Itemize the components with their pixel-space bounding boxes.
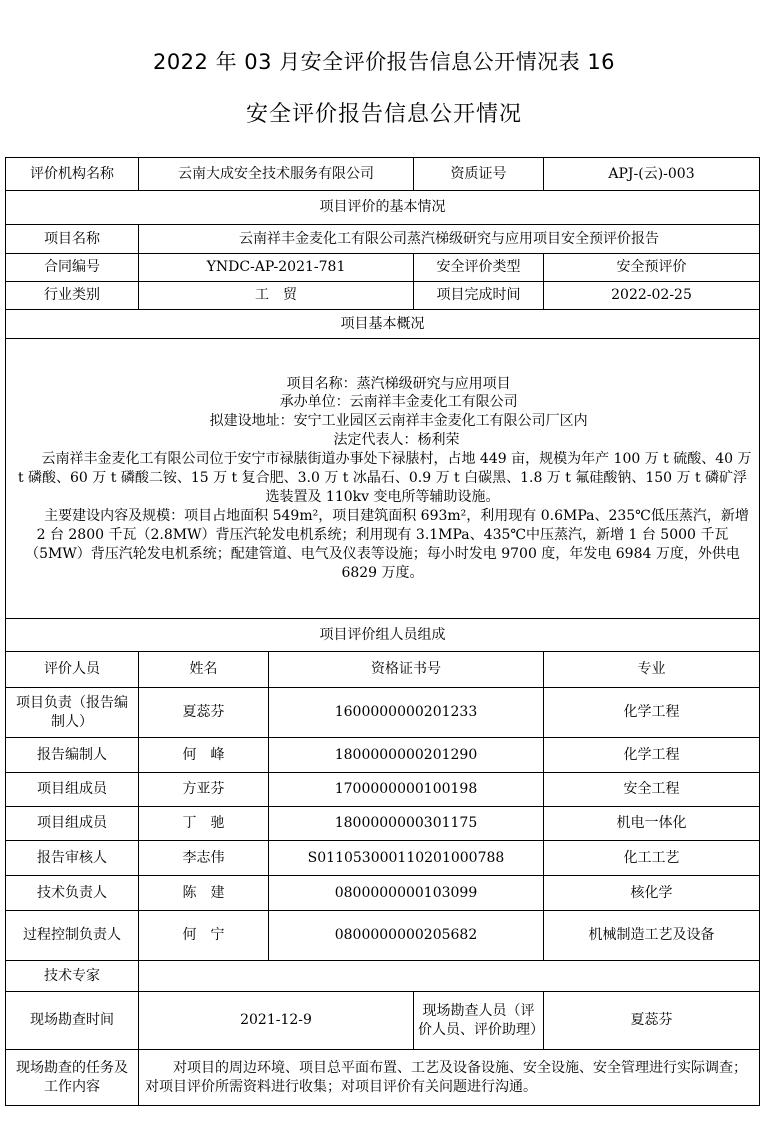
table-row: [6, 738, 760, 773]
qualification-number: APJ-(云)-003: [544, 158, 760, 191]
team-header-major: 专业: [544, 652, 760, 688]
member-cert: S011053000110201000788: [269, 841, 544, 876]
agency-name: 云南大成安全技术服务有限公司: [139, 158, 414, 191]
task-label: 现场勘查的任务及工作内容: [6, 1050, 139, 1106]
overview-company-desc: 云南祥丰金麦化工有限公司位于安宁市禄脿街道办事处下禄脿村，占地 449 亩，规模为年产 100 万 t 硫酸、40 万 t 磷酸、60 万 t 磷酸二铵、15 万 t 复合肥、3.0 万 t 冰晶石、0.9 万 t 白碳黑、1.8 万 t 氟硅酸钠、150 万 t 磷矿浮选装置及 110kv 变电所等辅助设施。: [17, 451, 752, 505]
table-row: [6, 841, 760, 876]
project-overview: [6, 339, 760, 619]
member-major: 核化学: [544, 876, 760, 911]
member-name: 方亚芬: [139, 773, 269, 807]
overview-legal-rep: 法定代表人：杨利荣: [333, 432, 460, 449]
member-major: 化工工艺: [544, 841, 760, 876]
member-major: 机电一体化: [544, 807, 760, 841]
agency-label: 评价机构名称: [6, 158, 139, 191]
site-time: 2021-12-9: [139, 992, 414, 1050]
member-name: 何 峰: [139, 738, 269, 773]
member-name: 夏蕊芬: [139, 688, 269, 738]
expert-value: [139, 961, 760, 992]
member-major: 化学工程: [544, 738, 760, 773]
finish-time-label: 项目完成时间: [414, 282, 544, 310]
project-name: 云南祥丰金麦化工有限公司蒸汽梯级研究与应用项目安全预评价报告: [139, 225, 760, 254]
member-name: 丁 驰: [139, 807, 269, 841]
industry-label: 行业类别: [6, 282, 139, 310]
eval-type-label: 安全评价类型: [414, 254, 544, 282]
qualification-label: 资质证号: [414, 158, 544, 191]
industry: 工 贸: [139, 282, 414, 310]
site-people: 夏蕊芬: [544, 992, 760, 1050]
table-row: [6, 688, 760, 738]
contract-label: 合同编号: [6, 254, 139, 282]
member-role: 过程控制负责人: [6, 911, 139, 961]
document-subtitle: 安全评价报告信息公开情况: [245, 102, 522, 127]
team-header-role: 评价人员: [6, 652, 139, 688]
member-cert: 0800000000103099: [269, 876, 544, 911]
table-row: [6, 911, 760, 961]
member-major: 化学工程: [544, 688, 760, 738]
member-name: 何 宁: [139, 911, 269, 961]
expert-label: 技术专家: [6, 961, 139, 992]
overview-address: 拟建设地址：安宁工业园区云南祥丰金麦化工有限公司厂区内: [209, 413, 588, 430]
member-role: 项目负责（报告编制人）: [6, 688, 139, 738]
site-time-label: 现场勘查时间: [6, 992, 139, 1050]
eval-type: 安全预评价: [544, 254, 760, 282]
member-cert: 1800000000301175: [269, 807, 544, 841]
table-row: [6, 876, 760, 911]
member-role: 项目组成员: [6, 773, 139, 807]
contract-number: YNDC-AP-2021-781: [139, 254, 414, 282]
team-header-name: 姓名: [139, 652, 269, 688]
finish-time: 2022-02-25: [544, 282, 760, 310]
member-name: 陈 建: [139, 876, 269, 911]
member-role: 报告编制人: [6, 738, 139, 773]
team-header-cert: 资格证书号: [269, 652, 544, 688]
table-row: [6, 773, 760, 807]
task-content: 对项目的周边环境、项目总平面布置、工艺及设备设施、安全设施、安全管理进行实际调查；对项目评价所需资料进行收集；对项目评价有关问题进行沟通。: [139, 1050, 760, 1106]
member-major: 安全工程: [544, 773, 760, 807]
overview-section: 项目基本概况: [6, 310, 760, 339]
info-table: [5, 157, 760, 1106]
member-role: 报告审核人: [6, 841, 139, 876]
overview-undertaker: 承办单位：云南祥丰金麦化工有限公司: [279, 394, 518, 411]
overview-project-name: 项目名称：蒸汽梯级研究与应用项目: [286, 375, 511, 392]
document-title: 2022 年 03 月安全评价报告信息公开情况表 16: [152, 50, 616, 74]
member-role: 项目组成员: [6, 807, 139, 841]
site-people-label: 现场勘查人员（评价人员、评价助理）: [414, 992, 544, 1050]
member-cert: 1800000000201290: [269, 738, 544, 773]
overview-construction: 主要建设内容及规模：项目占地面积 549m²，项目建筑面积 693m²，利用现有 0.6MPa、235℃低压蒸汽，新增 2 台 2800 千瓦（2.8MW）背压汽轮发电机系统；利用现有 3.1MPa、435℃中压蒸汽，新增 1 台 5000 千瓦（5MW）背压汽轮发电机系统；配建管道、电气及仪表等设施；每小时发电 9700 度，年发电 6984 万度，外供电 6829 万度。: [25, 507, 749, 581]
member-cert: 1600000000201233: [269, 688, 544, 738]
member-cert: 1700000000100198: [269, 773, 544, 807]
project-name-label: 项目名称: [6, 225, 139, 254]
member-major: 机械制造工艺及设备: [544, 911, 760, 961]
member-name: 李志伟: [139, 841, 269, 876]
team-section: 项目评价组人员组成: [6, 619, 760, 652]
member-role: 技术负责人: [6, 876, 139, 911]
basic-info-section: 项目评价的基本情况: [6, 191, 760, 225]
member-cert: 0800000000205682: [269, 911, 544, 961]
table-row: [6, 807, 760, 841]
